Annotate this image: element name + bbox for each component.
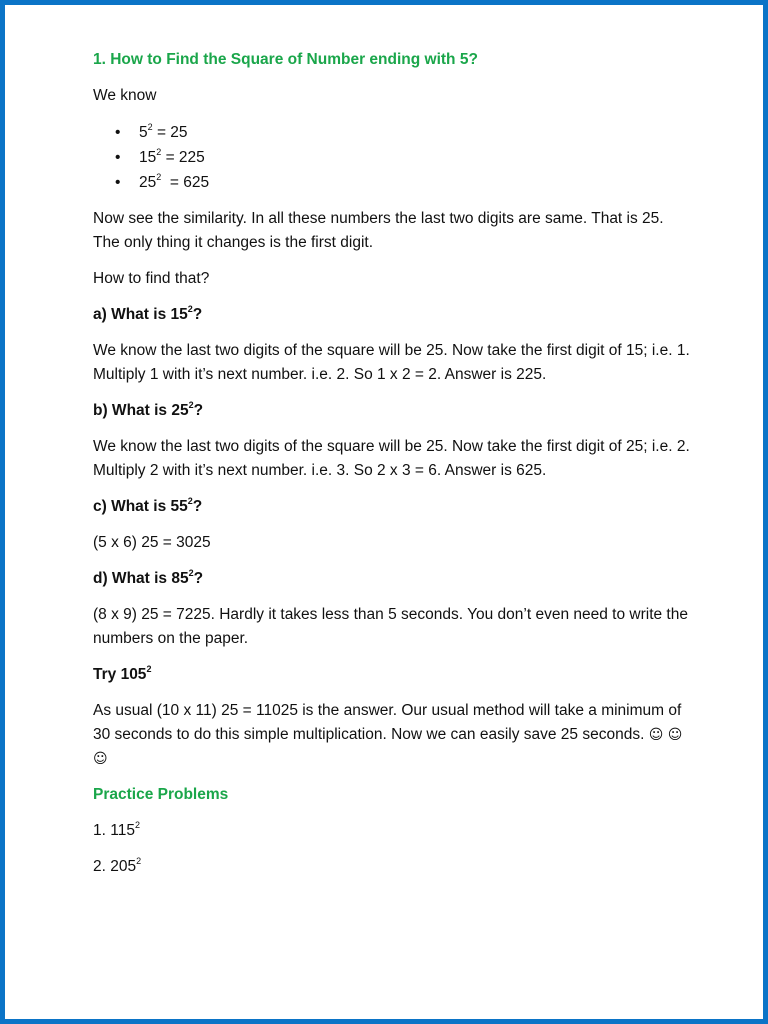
bullet-icon: • bbox=[115, 174, 121, 191]
question-c: c) What is $55^2$? bbox=[93, 495, 203, 515]
answer-d: (8 x 9) 25 = 7225. Hardly it takes less than 5 seconds. You don’t even need to write the numbers on the paper. bbox=[93, 606, 688, 647]
practice-heading: Practice Problems bbox=[93, 786, 229, 803]
question-a: a) What is $15^2$? bbox=[93, 303, 203, 323]
try-heading: Try $105^2$ bbox=[93, 663, 152, 683]
question-b: b) What is $25^2$? bbox=[93, 399, 204, 419]
intro-text: We know bbox=[93, 87, 157, 104]
smiley-icon: ☺ ☺ ☺ bbox=[93, 727, 683, 767]
similarity-paragraph: Now see the similarity. In all these numbers the last two digits are same. That is 25. The only thing it changes is the first digit. bbox=[93, 210, 664, 251]
question-d: d) What is $85^2$? bbox=[93, 567, 204, 587]
practice-item-2: 2. $205^2$ bbox=[93, 855, 142, 875]
practice-item-1: 1. $115^2$ bbox=[93, 819, 140, 839]
section-heading: 1. How to Find the Square of Number ending with 5? bbox=[93, 51, 478, 68]
answer-b: We know the last two digits of the square will be 25. Now take the first digit of 25; i.e. 2. Multiply 2 with it’s next number. i.e. 3. So 2 x 3 = 6. Answer is 625. bbox=[93, 438, 690, 479]
list-item: • $15^2 = 225$ bbox=[93, 145, 693, 170]
answer-a: We know the last two digits of the square will be 25. Now take the first digit of 15; i.e. 1. Multiply 1 with it’s next number. i.e. 2. So 1 x 2 = 2. Answer is 225. bbox=[93, 342, 690, 383]
bullet-icon: • bbox=[115, 124, 121, 141]
try-answer: As usual (10 x 11) 25 = 11025 is the answer. Our usual method will take a minimum of 30 seconds to do this simple multiplication. Now we can easily save 25 seconds. ☺ ☺ ☺ bbox=[93, 702, 683, 767]
examples-list bbox=[93, 120, 693, 195]
document-body bbox=[93, 48, 693, 891]
how-text: How to find that? bbox=[93, 270, 210, 287]
answer-c: (5 x 6) 25 = 3025 bbox=[93, 534, 211, 551]
bullet-icon: • bbox=[115, 149, 121, 166]
list-item: • $5^2 = 25$ bbox=[93, 120, 693, 145]
list-item: • $25^2 = 625$ bbox=[93, 170, 693, 195]
